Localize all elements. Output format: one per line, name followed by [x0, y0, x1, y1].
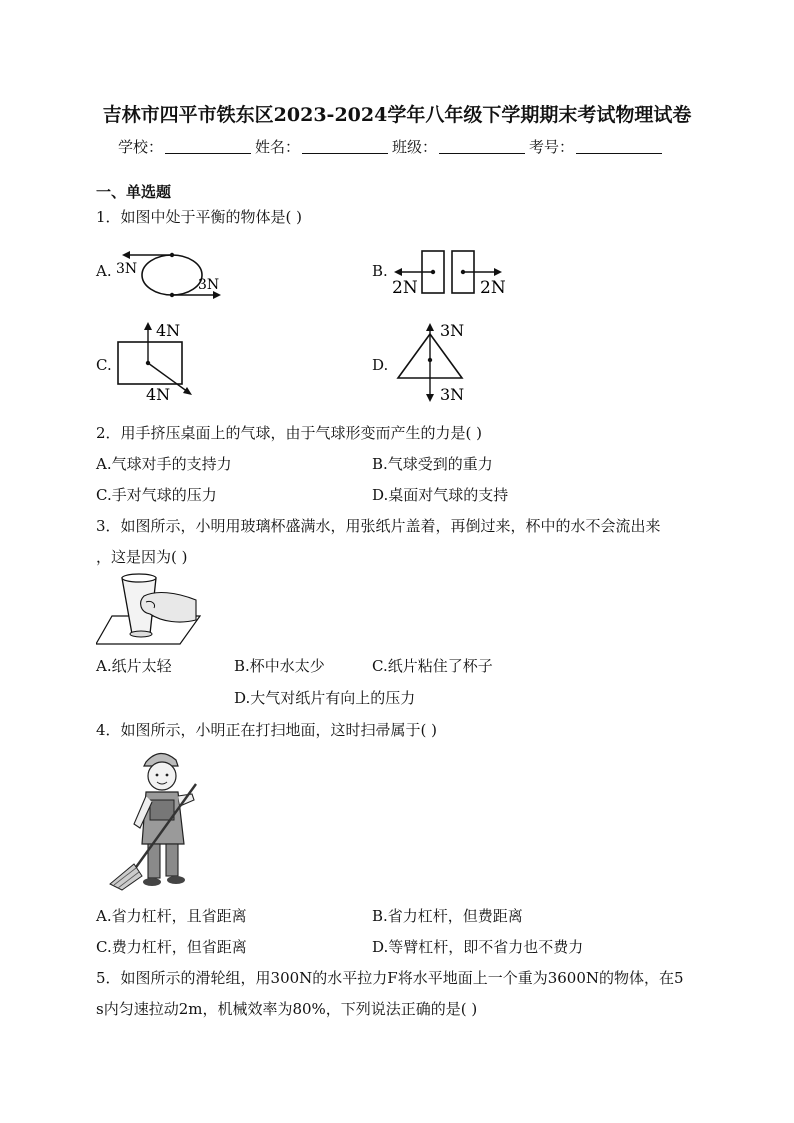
q1d-force-up: 3N [440, 321, 465, 340]
question-5-stem-line2: s内匀速拉动2m，机械效率为80%，下列说法正确的是( ) [96, 1000, 478, 1018]
q4-option-c: C.费力杠杆，但省距离 [96, 938, 247, 956]
q1-option-d-label: D. [372, 356, 389, 374]
q2-option-d: D.桌面对气球的支持 [372, 486, 509, 504]
q1-option-c-label: C. [96, 356, 112, 374]
school-blank[interactable] [165, 139, 251, 154]
q1-figure-b [390, 245, 515, 303]
q1c-force-diagonal: 4N [146, 385, 171, 404]
school-label: 学校： [118, 138, 164, 156]
q1-figure-a [112, 245, 232, 305]
q2-option-b: B.气球受到的重力 [372, 455, 493, 473]
q4-option-b: B.省力杠杆，但费距离 [372, 907, 523, 925]
question-1-stem: 1．如图中处于平衡的物体是( ) [96, 208, 303, 226]
q3-option-b: B.杯中水太少 [234, 657, 325, 675]
q1a-force-right: 3N [198, 277, 220, 293]
class-blank[interactable] [439, 139, 525, 154]
q3-figure-inverted-cup [96, 572, 201, 648]
question-5-stem-line1: 5．如图所示的滑轮组，用300N的水平拉力F将水平地面上一个重为3600N的物体，在5 [96, 969, 684, 987]
name-label: 姓名： [255, 138, 301, 156]
question-4-stem: 4．如图所示，小明正在打扫地面，这时扫帚属于( ) [96, 721, 438, 739]
q1b-force-right: 2N [480, 278, 506, 298]
q1-option-a-label: A. [96, 262, 112, 280]
question-2-stem: 2．用手挤压桌面上的气球，由于气球形变而产生的力是( ) [96, 424, 483, 442]
student-info-line [118, 136, 666, 157]
number-blank[interactable] [576, 139, 662, 154]
class-label: 班级： [392, 138, 438, 156]
q1c-force-up: 4N [156, 321, 181, 340]
question-3-stem-line1: 3．如图所示，小明用玻璃杯盛满水，用张纸片盖着，再倒过来，杯中的水不会流出来 [96, 517, 661, 535]
q3-option-c: C.纸片粘住了杯子 [372, 657, 493, 675]
q1-option-b-label: B. [372, 262, 388, 280]
q1a-force-left: 3N [116, 261, 138, 277]
q3-option-a: A.纸片太轻 [96, 657, 172, 675]
question-3-stem-line2: ，这是因为( ) [96, 548, 188, 566]
q3-option-d: D.大气对纸片有向上的压力 [234, 689, 416, 707]
name-blank[interactable] [302, 139, 388, 154]
q1-figure-c [112, 318, 212, 404]
number-label: 考号： [529, 138, 575, 156]
q4-option-d: D.等臂杠杆，即不省力也不费力 [372, 938, 584, 956]
q2-option-c: C.手对气球的压力 [96, 486, 217, 504]
q1-figure-d [390, 318, 500, 406]
section-heading: 一、单选题 [96, 183, 172, 201]
q4-option-a: A.省力杠杆，且省距离 [96, 907, 247, 925]
q1d-force-down: 3N [440, 385, 465, 404]
q2-option-a: A.气球对手的支持力 [96, 455, 232, 473]
q4-figure-boy-sweeping [104, 744, 214, 894]
page-title: 吉林市四平市铁东区2023-2024学年八年级下学期期末考试物理试卷 [102, 104, 692, 126]
q1b-force-left: 2N [392, 278, 418, 298]
